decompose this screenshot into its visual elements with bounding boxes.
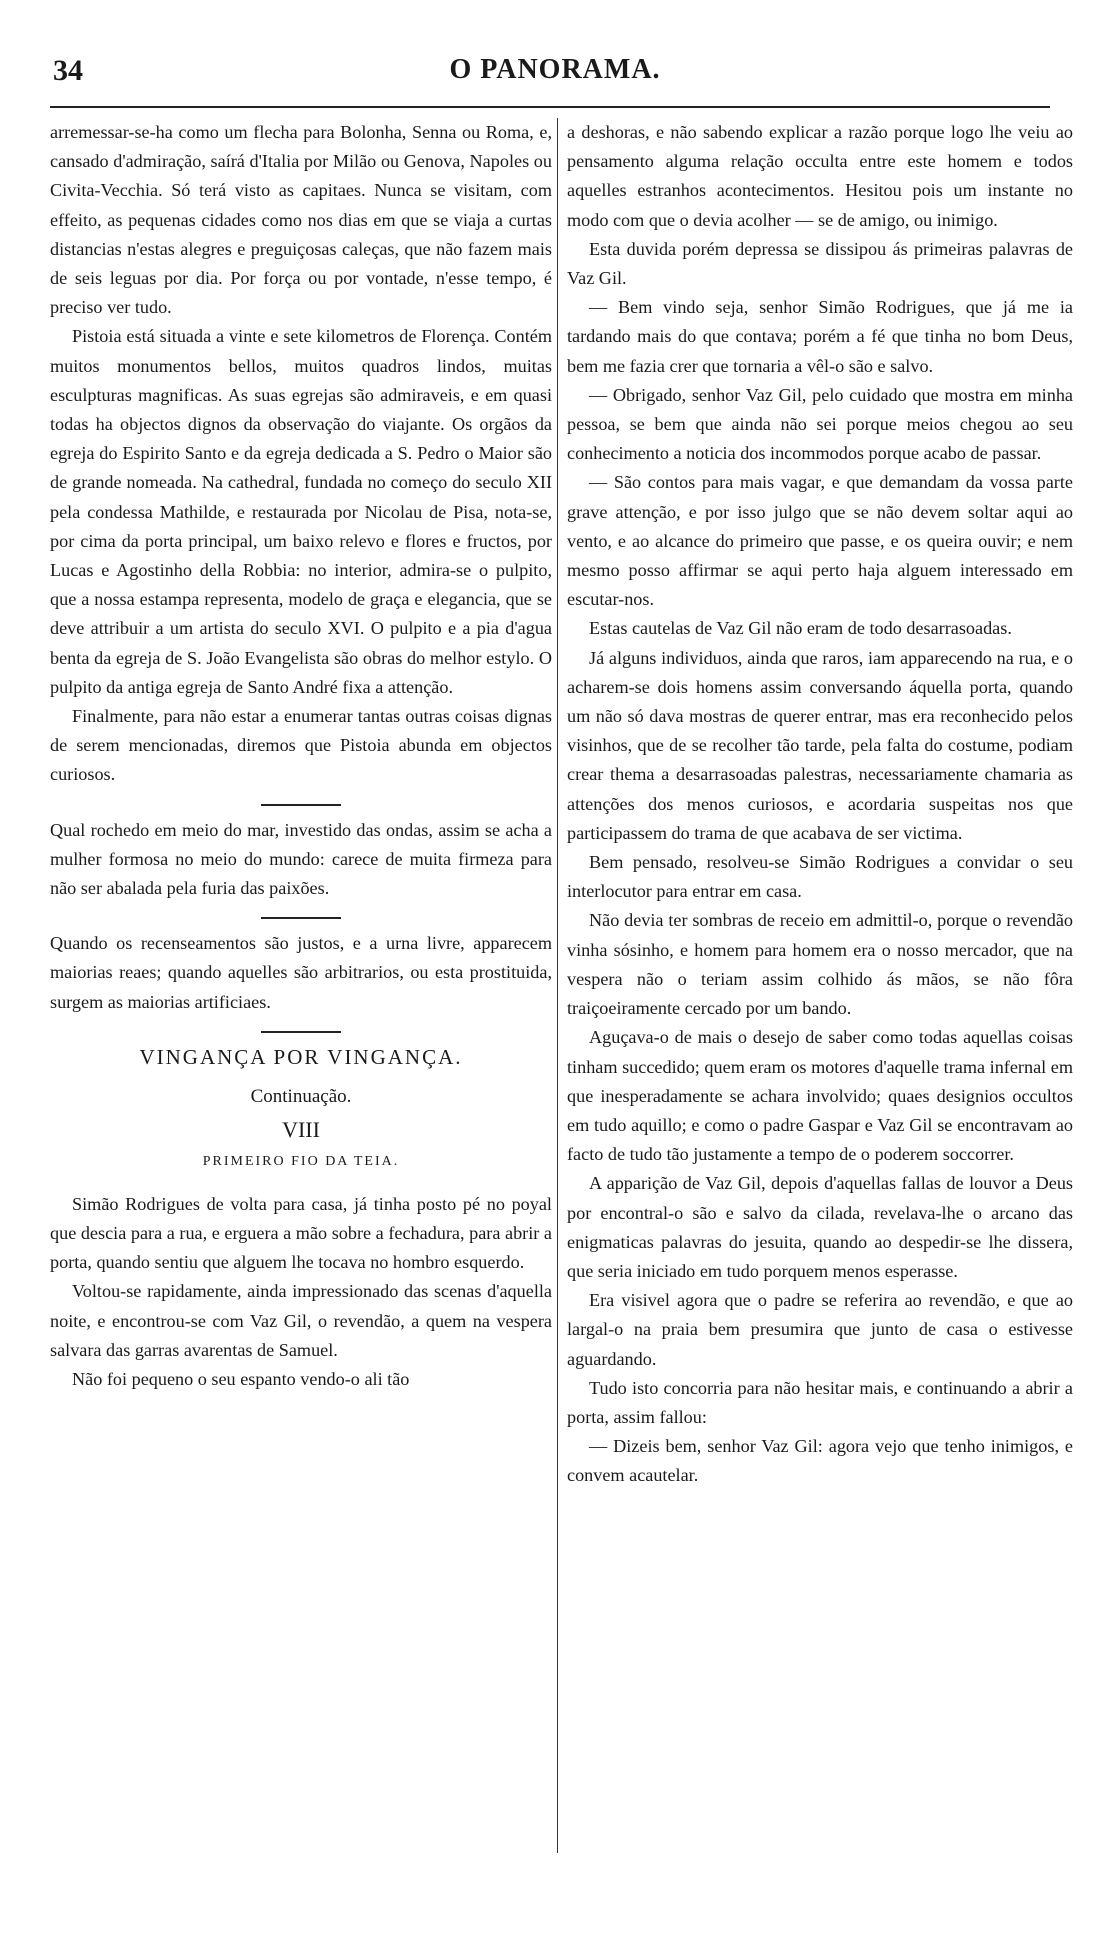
paragraph: Pistoia está situada a vinte e sete kilometros de Florença. Contém muitos monumentos bellos, muitos quadros lindos, muitas esculpturas magnificas. As suas egrejas são admiraveis, e em quasi todas ha objectos dignos da observação do viajante. Os orgãos da egreja do Espirito Santo e da egreja dedicada a S. Pedro o Maior são de grande nomeada. Na cathedral, fundada no começo do seculo XII pela condessa Mathilde, e restaurada por Nicolau de Pisa, nota-se, por cima da porta principal, um baixo relevo e flores e fructos, por Lucas e Agostinho della Robbia: no interior, admira-se o pulpito, que a nossa estampa representa, modelo de graça e elegancia, que se deve attribuir a um artista do seculo XVI. O pulpito e a pia d'agua benta da egreja de S. João Evangelista são obras do melhor estylo. O pulpito da antiga egreja de Santo André fixa a attenção. — [50, 326, 552, 697]
maxim: Qual rochedo em meio do mar, investido das ondas, assim se acha a mulher formosa no meio do mundo: carece de muita firmeza para não ser abalada pela furia das paixões. — [50, 819, 552, 899]
column-divider — [557, 118, 558, 1853]
paragraph: — Dizeis bem, senhor Vaz Gil: agora vejo que tenho inimigos, e convem acautelar. — [567, 1436, 1073, 1486]
story-title: VINGANÇA POR VINGANÇA. — [139, 1044, 463, 1069]
maxim: Quando os recenseamentos são justos, e a urna livre, apparecem maiorias reaes; quando aquelles são arbitrarios, ou esta prostituida, surgem as maiorias artificiaes. — [50, 933, 552, 1012]
right-column — [567, 118, 1073, 1491]
paragraph: a deshoras, e não sabendo explicar a razão porque logo lhe veiu ao pensamento alguma relação occulta entre este homem e todos aquelles estranhos acontecimentos. Hesitou pois um instante no modo com que o devia acolher — se de amigo, ou inimigo. — [567, 122, 1073, 230]
paragraph: — Obrigado, senhor Vaz Gil, pelo cuidado que mostra em minha pessoa, se bem que ainda não sei porque meios chegou ao seu conhecimento a noticia dos incommodos porque acabo de passar. — [567, 384, 1073, 464]
paragraph: Finalmente, para não estar a enumerar tantas outras coisas dignas de serem mencionadas, diremos que Pistoia abunda em objectos curiosos. — [50, 706, 552, 785]
section-rule — [261, 917, 341, 919]
paragraph: Era visivel agora que o padre se referira ao revendão, e que ao largal-o na praia bem presumira que junto de casa o estivesse aguardando. — [567, 1290, 1073, 1369]
paragraph: Aguçava-o de mais o desejo de saber como todas aquellas coisas tinham succedido; quem eram os motores d'aquelle trama infernal em que inesperadamente se achara involvido; quaes designios occultos em tudo aquillo; e como o padre Gaspar e Vaz Gil se encontravam ao facto de tudo tão justamente a tempo de o poderem soccorrer. — [567, 1027, 1073, 1165]
paragraph: Tudo isto concorria para não hesitar mais, e continuando a abrir a porta, assim fallou: — [567, 1377, 1073, 1427]
page-number: 34 — [53, 54, 83, 87]
paragraph: Já alguns individuos, ainda que raros, iam apparecendo na rua, e o acharem-se dois homens assim conversando áquella porta, quando um não só dava mostras de querer entrar, mas era reconhecido pelos visinhos, que de se recolher tão tarde, pela falta do costume, podiam crear thema a desarrasoadas palestras, necessariamente chamaria as attenções dos menos curiosos, e acordaria suspeitas nos que participassem do trama de que acabava de ser victima. — [567, 647, 1073, 843]
paragraph: Esta duvida porém depressa se dissipou ás primeiras palavras de Vaz Gil. — [567, 238, 1073, 289]
paragraph: Estas cautelas de Vaz Gil não eram de todo desarrasoadas. — [589, 618, 1012, 639]
section-rule — [261, 1031, 341, 1033]
paragraph: A apparição de Vaz Gil, depois d'aquellas fallas de louvor a Deus por encontral-o são e salvo da cilada, revelava-lhe o arcano das enigmaticas palavras do jesuita, quando ao despedir-se lhe dissera, que seria iniciado em tudo porquem menos esperasse. — [567, 1173, 1073, 1281]
paragraph: Voltou-se rapidamente, ainda impressionado das scenas d'aquella noite, e encontrou-se com Vaz Gil, o revendão, a quem na vespera salvara das garras avarentas de Samuel. — [50, 1281, 552, 1360]
paragraph: Não foi pequeno o seu espanto vendo-o ali tão — [72, 1368, 410, 1389]
chapter-number: VIII — [282, 1117, 320, 1143]
section-rule — [261, 804, 341, 806]
chapter-title: PRIMEIRO FIO DA TEIA. — [202, 1153, 400, 1169]
paragraph: arremessar-se-ha como um flecha para Bolonha, Senna ou Roma, e, cansado d'admiração, saírá d'Italia por Milão ou Genova, Napoles ou Civita-Vecchia. Só terá visto as capitaes. Nunca se visitam, com effeito, as pequenas cidades como nos dias em que se viaja a curtas distancias n'estas alegres e preguiçosas caleças, que não fazem mais de seis leguas por dia. Por força ou por vontade, n'esse tempo, é preciso ver tudo. — [50, 122, 552, 318]
left-column — [50, 118, 552, 1394]
page-header — [45, 48, 1065, 98]
paragraph: Simão Rodrigues de volta para casa, já tinha posto pé no poyal que descia para a rua, e erguera a mão sobre a fechadura, para abrir a porta, quando sentiu que alguem lhe tocava no hombro esquerdo. — [50, 1193, 552, 1273]
journal-title: O PANORAMA. — [449, 54, 661, 85]
paragraph: Não devia ter sombras de receio em admittil-o, porque o revendão vinha sósinho, e homem para homem era o nosso mercador, que na vespera não o teriam assim colhido ás mãos, se não fôra traiçoeiramente cercado por um bando. — [567, 910, 1073, 1019]
header-rule — [50, 106, 1050, 108]
paragraph: Bem pensado, resolveu-se Simão Rodrigues a convidar o seu interlocutor para entrar em casa. — [567, 852, 1073, 902]
paragraph: — Bem vindo seja, senhor Simão Rodrigues, que já me ia tardando mais do que contava; porém a fé que tinha no bom Deus, bem me fazia crer que tornaria a vêl-o são e salvo. — [567, 297, 1073, 376]
paragraph: — São contos para mais vagar, e que demandam da vossa parte grave attenção, e por isso julgo que se não devem soltar aqui ao vento, e ao alcance do primeiro que passe, e os queira ouvir; e nem mesmo posso affirmar se aqui perto haja alguem interessado em escutar-nos. — [567, 472, 1073, 610]
continuation-label: Continuação. — [250, 1086, 352, 1108]
